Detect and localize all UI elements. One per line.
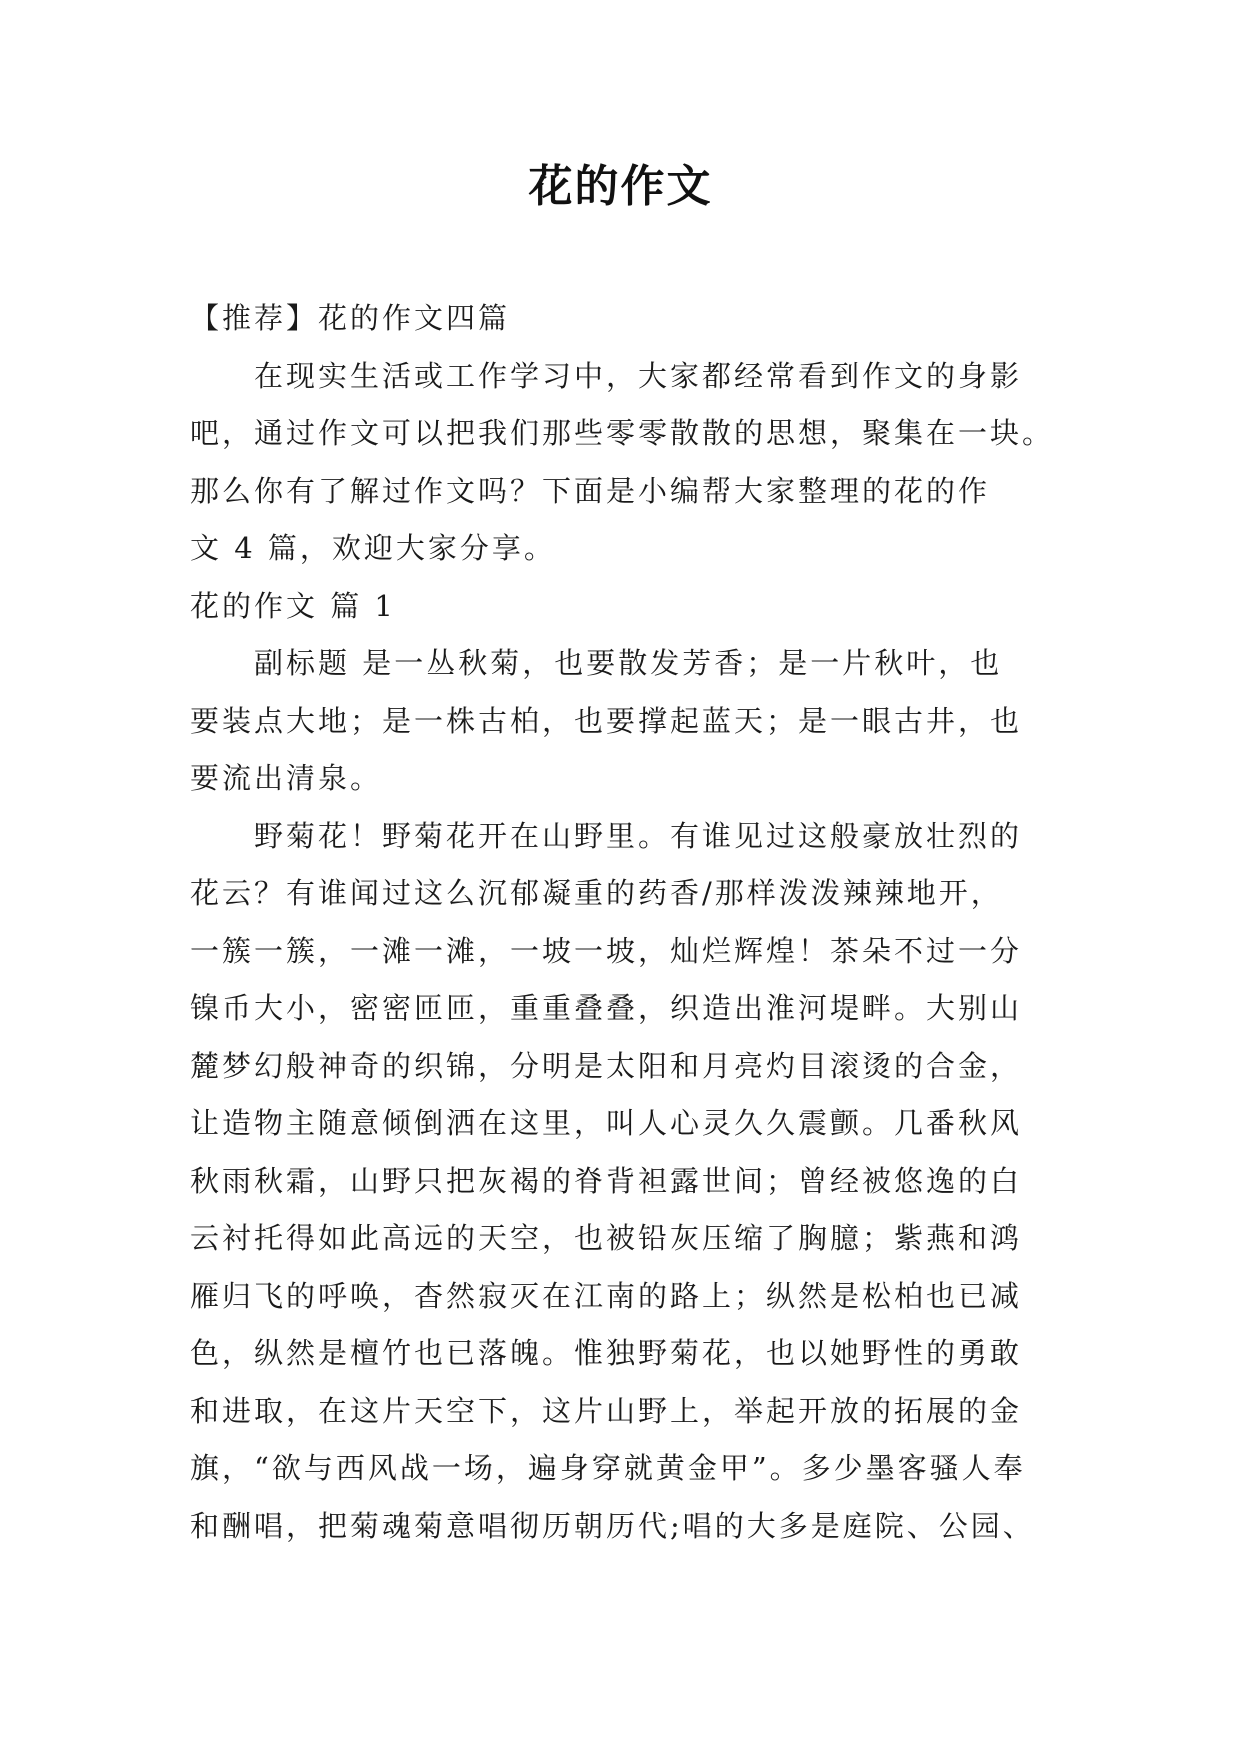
text-line: 雁归飞的呼唤，杳然寂灭在江南的路上；纵然是松柏也已减 [190,1278,1023,1313]
text-line: 让造物主随意倾倒洒在这里，叫人心灵久久震颤。几番秋风 [190,1106,1023,1140]
text-line: 和进取，在这片天空下，这片山野上，举起开放的拓展的金 [190,1393,1023,1428]
text-line: 文 4 篇，欢迎大家分享。 [190,531,556,565]
text-line: 一簇一簇，一滩一滩，一坡一坡，灿烂辉煌！茶朵不过一分 [190,933,1023,968]
text-line: 色，纵然是檀竹也已落魄。惟独野菊花，也以她野性的勇敢 [190,1336,1023,1370]
text-line: 花的作文 篇 1 [190,588,396,623]
text-line: 麓梦幻般神奇的织锦，分明是太阳和月亮灼目滚烫的合金， [190,1048,1023,1083]
text-line: 那么你有了解过作文吗？下面是小编帮大家整理的花的作 [190,473,991,508]
text-line: 要流出清泉。 [190,761,383,795]
text-line: 吧，通过作文可以把我们那些零零散散的思想，聚集在一块。 [190,416,1055,450]
text-line: 【推荐】花的作文四篇 [190,301,511,335]
document-title: 花的作文 [528,161,713,212]
document-body [190,290,1070,1555]
text-line: 野菊花！野菊花开在山野里。有谁见过这般豪放壮烈的 [254,818,1023,853]
text-line: 和酬唱，把菊魂菊意唱彻历朝历代;唱的大多是庭院、公园、 [190,1508,1035,1543]
text-line: 要装点大地；是一株古柏，也要撑起蓝天；是一眼古井，也 [190,703,1023,738]
text-line: 云衬托得如此高远的天空，也被铅灰压缩了胸臆；紫燕和鸿 [190,1221,1023,1255]
text-line: 旗，“欲与西风战一场，遍身穿就黄金甲”。多少墨客骚人奉 [190,1451,1026,1485]
text-line: 在现实生活或工作学习中，大家都经常看到作文的身影 [254,358,1023,393]
text-line: 镍币大小，密密匝匝，重重叠叠，织造出淮河堤畔。大别山 [190,991,1023,1025]
text-line: 秋雨秋霜，山野只把灰褐的脊背袒露世间；曾经被悠逸的白 [190,1163,1023,1198]
text-line: 花云？有谁闻过这么沉郁凝重的药香/那样泼泼辣辣地开， [190,876,1003,910]
text-line: 副标题 是一丛秋菊，也要散发芳香；是一片秋叶，也 [254,646,1003,680]
